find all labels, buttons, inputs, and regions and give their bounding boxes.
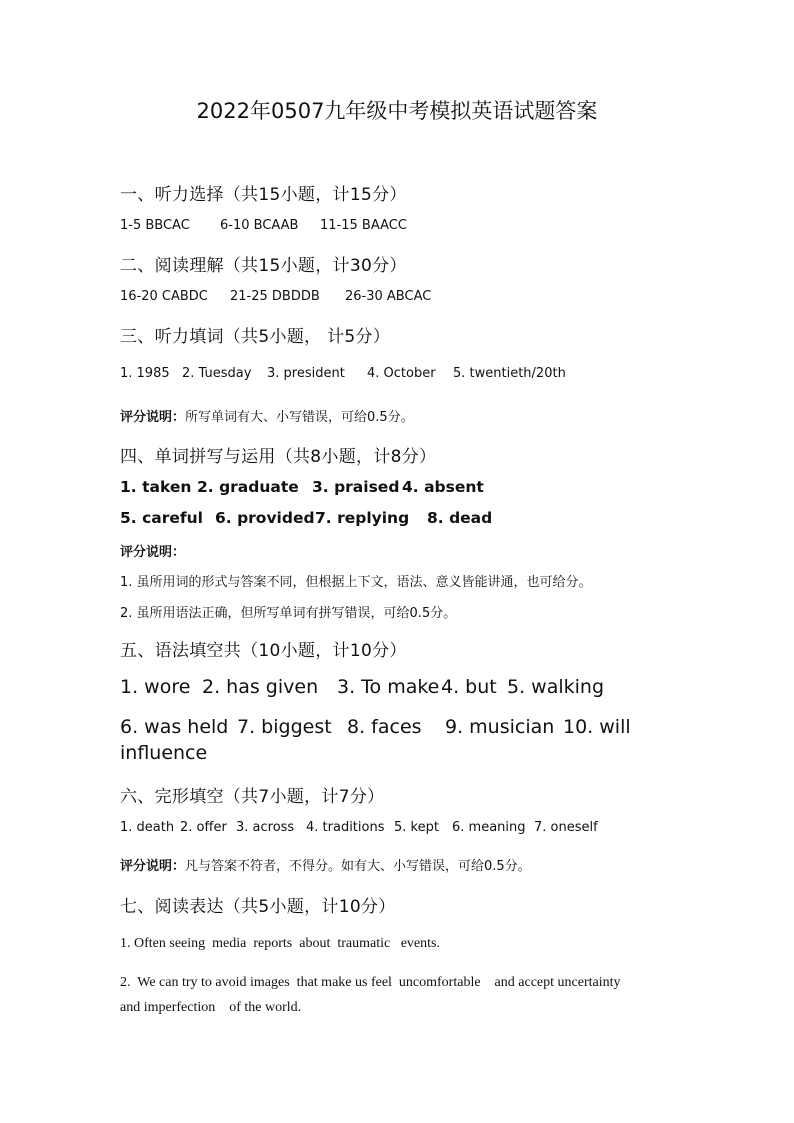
answer-item: 4. but [441,676,497,698]
section-3-note [120,406,414,425]
answer-item: 7. biggest [237,716,332,738]
page-title: 2022年0507九年级中考模拟英语试题答案 [196,99,598,123]
answer-item: 7. replying [315,509,410,527]
answer-item: 1. wore [120,676,191,698]
answer-item: 6. was held [120,716,229,738]
section-5-row-1 [120,676,604,698]
section-7-answer-1: 1. Often seeing media reports about traumatic events. [120,936,440,951]
answer-item: 7. oneself [534,820,598,835]
answer-item: 2. Tuesday [182,366,252,381]
section-5-heading: 五、语法填空共（10小题，计10分） [120,641,407,661]
answer-item: 8. faces [347,716,422,738]
answer-item: 2. graduate [197,478,299,496]
answer-item: 3. praised [312,478,400,496]
section-7-answer-2b: and imperfection of the world. [120,1000,302,1015]
section-6-note [120,855,531,874]
answer-item: 5. careful [120,509,203,527]
answer-group: 6-10 BCAAB [220,218,299,233]
answer-group: 11-15 BAACC [320,218,407,233]
answer-item: 4. October [367,366,436,381]
section-4-row-2 [120,509,492,527]
answer-item: 2. offer [180,820,227,835]
section-5-row-3: influence [120,742,208,764]
answer-group: 16-20 CABDC [120,289,208,304]
section-2-answers [120,289,431,304]
answer-item: 8. dead [427,509,493,527]
answer-item: 1. 1985 [120,366,170,381]
section-6-heading: 六、完形填空（共7小题，计7分） [120,787,385,807]
answer-item: 1. taken [120,478,192,496]
section-4-note-1: 1. 虽所用词的形式与答案不同，但根据上下文，语法、意义皆能讲通，也可给分。 [120,575,592,590]
section-6-answers [120,820,598,835]
section-3-answers [120,366,566,381]
answer-group: 1-5 BBCAC [120,218,190,233]
section-4-row-1 [120,478,484,496]
section-2-heading: 二、阅读理解（共15小题，计30分） [120,256,407,276]
note-label: 评分说明： [120,410,186,425]
answer-item: 5. walking [507,676,605,698]
section-5-row-2 [120,716,631,738]
note-label: 评分说明： [120,859,186,874]
answer-item: 1. death [120,820,175,835]
section-1-answers [120,218,407,233]
answer-item: 3. across [236,820,295,835]
answer-item: 6. meaning [452,820,526,835]
answer-item: 5. twentieth/20th [453,366,566,381]
answer-item: 4. traditions [306,820,385,835]
answer-item: 6. provided [215,509,315,527]
section-4-note-2: 2. 虽所用语法正确，但所写单词有拼写错误，可给0.5分。 [120,606,457,621]
section-1-heading: 一、听力选择（共15小题，计15分） [120,185,407,205]
answer-group: 21-25 DBDDB [230,289,320,304]
answer-item: 10. will [563,716,631,738]
answer-item: 9. musician [445,716,555,738]
answer-item: 2. has given [202,676,319,698]
section-7-heading: 七、阅读表达（共5小题，计10分） [120,897,396,917]
section-3-heading: 三、听力填词（共5小题， 计5分） [120,327,391,347]
section-4-heading: 四、单词拼写与运用（共8小题，计8分） [120,447,437,467]
answer-item: 5. kept [394,820,439,835]
section-7-answer-2a: 2. We can try to avoid images that make us feel uncomfortable and accept uncertainty [120,975,621,990]
answer-item: 4. absent [402,478,484,496]
answer-group: 26-30 ABCAC [345,289,432,304]
section-4-note-label: 评分说明： [120,545,186,560]
note-text: 凡与答案不符者，不得分。如有大、小写错误，可给0.5分。 [185,859,531,874]
answer-item: 3. president [267,366,345,381]
note-text: 所写单词有大、小写错误，可给0.5分。 [185,410,414,425]
answer-item: 3. To make [337,676,440,698]
